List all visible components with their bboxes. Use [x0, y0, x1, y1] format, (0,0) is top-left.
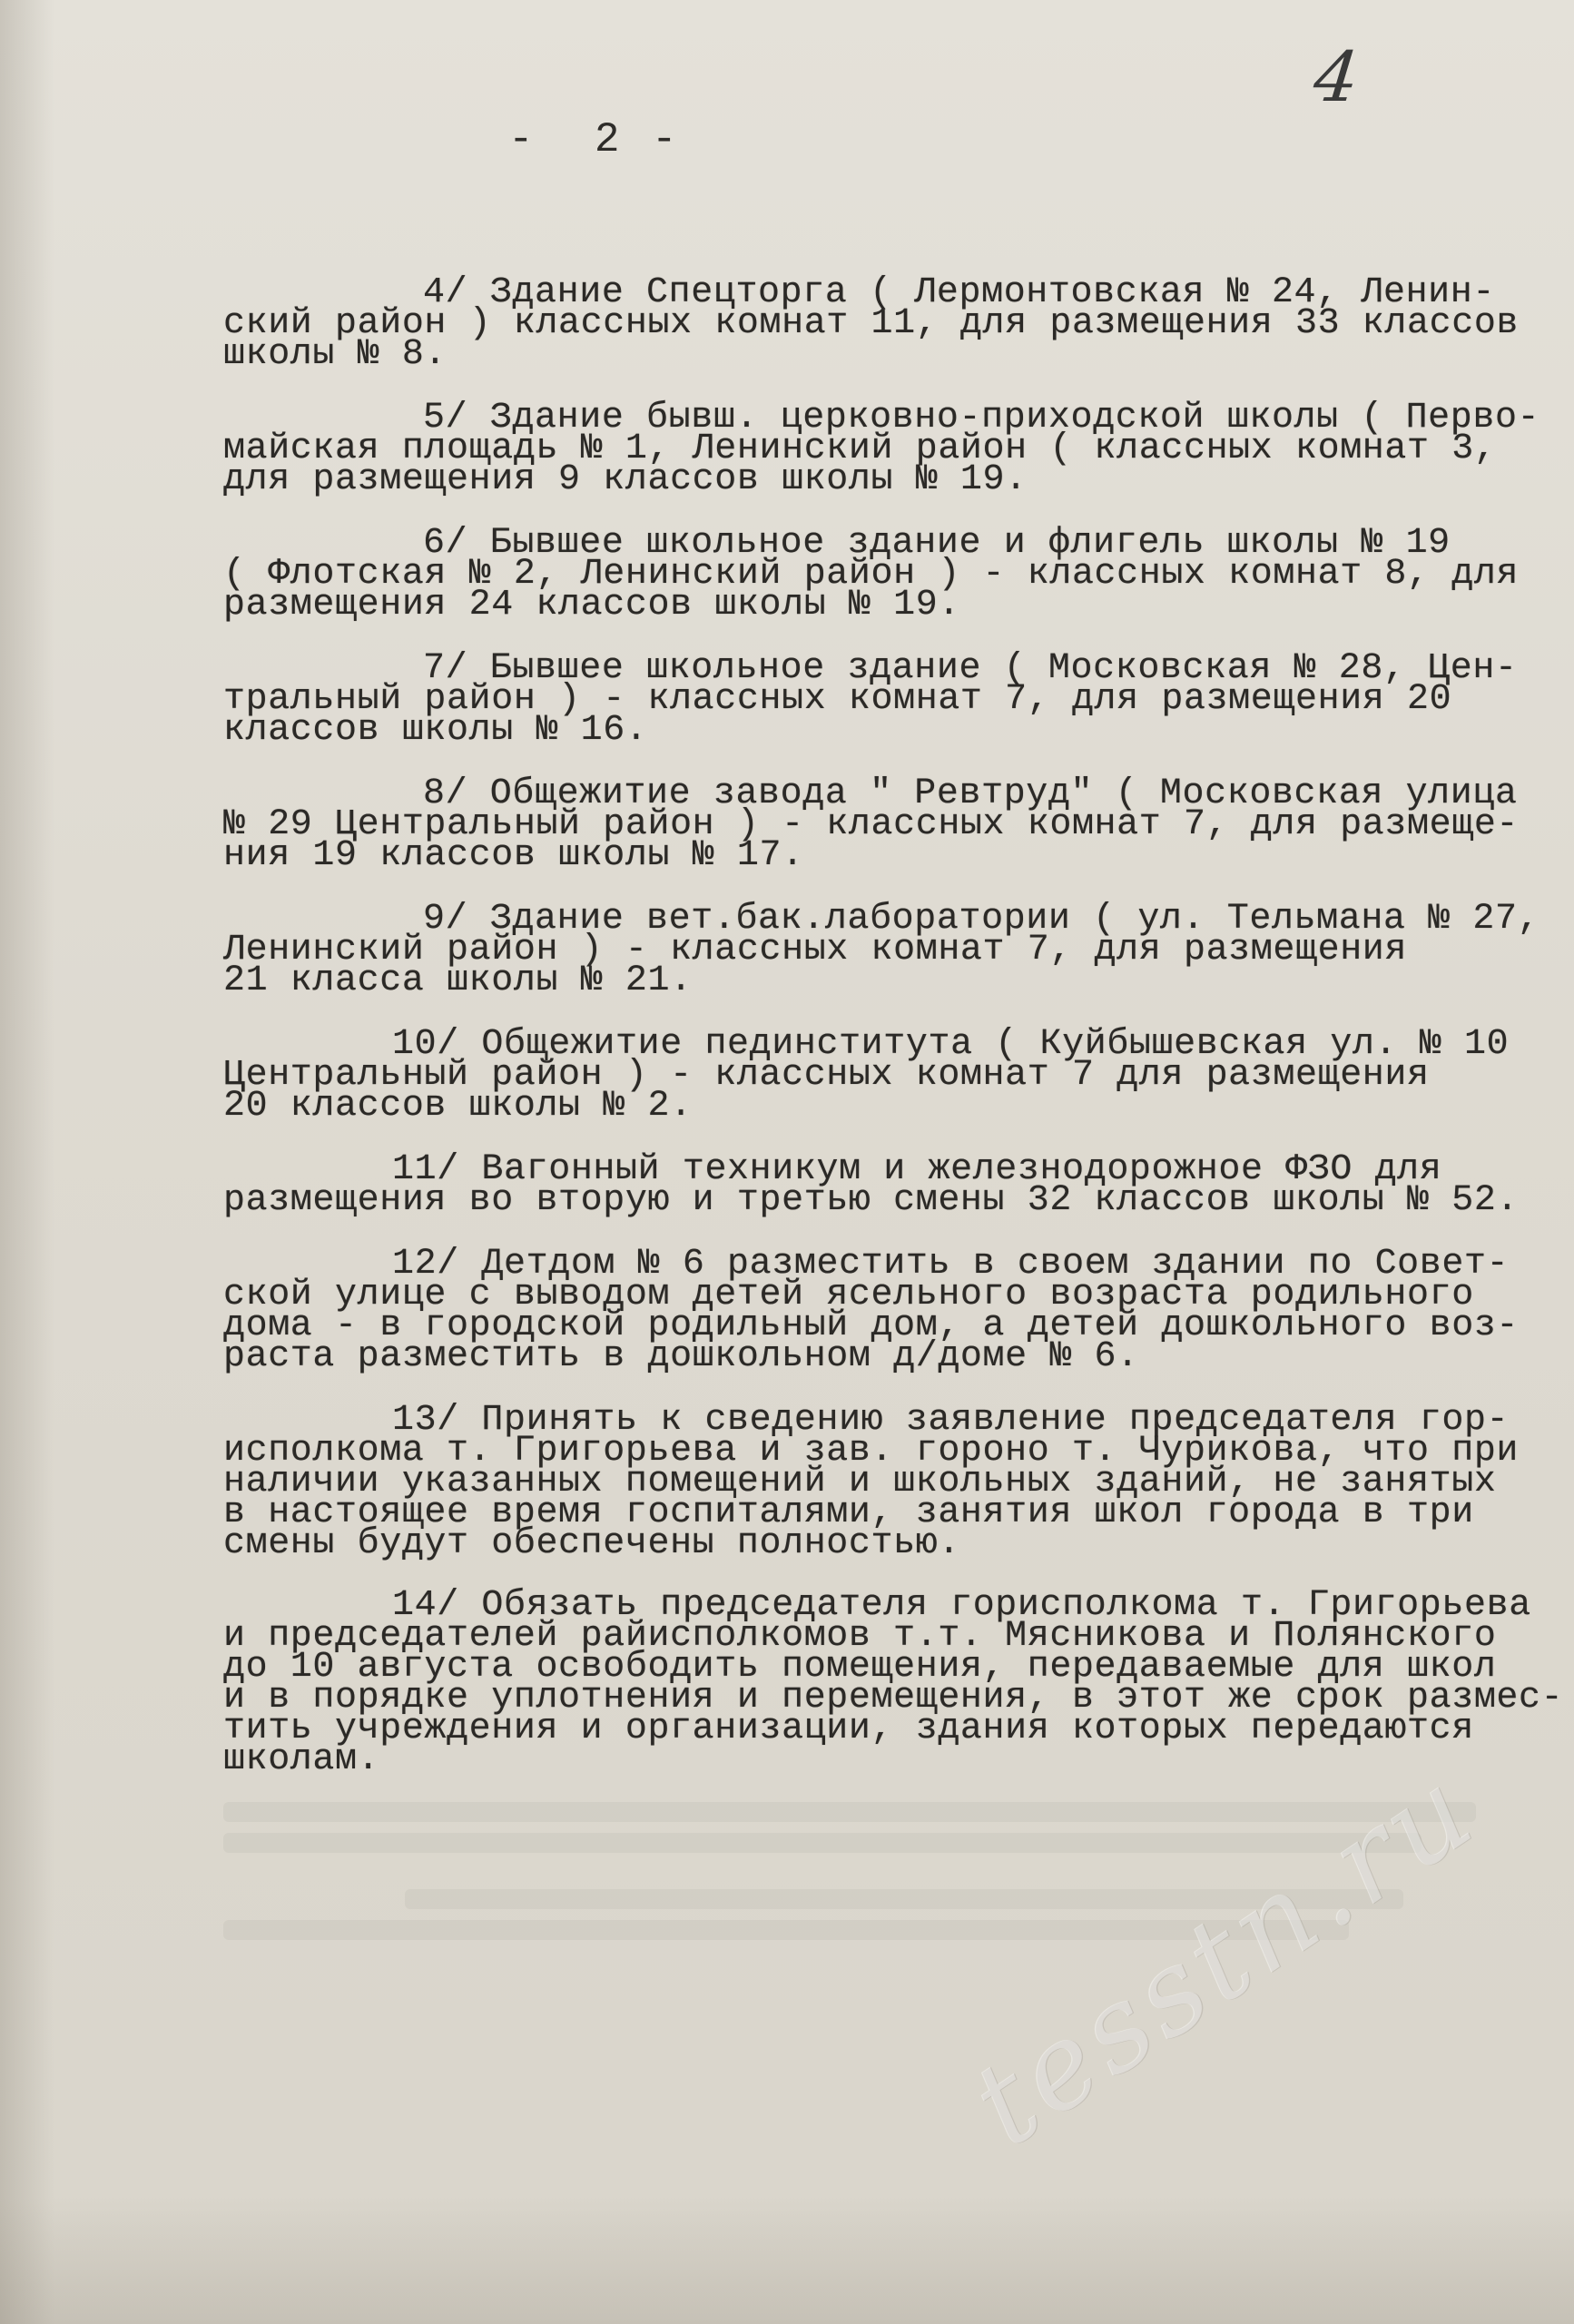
page-number: - 2 - — [508, 116, 681, 163]
paragraph-item-9 — [223, 899, 1549, 1001]
page-bottom-shadow — [0, 2197, 1574, 2324]
text-line: исполкома т. Григорьева и зав. гороно т. Чурикова, что при — [223, 1431, 1520, 1472]
paragraph-item-11 — [223, 1149, 1549, 1221]
text-line: классов школы № 16. — [223, 710, 648, 751]
text-line: тральный район ) - классных комнат 7, для размещения 20 — [223, 679, 1452, 720]
text-line: размещения 24 классов школы № 19. — [223, 585, 960, 625]
text-line: тить учреждения и организации, здания которых передаются — [223, 1709, 1474, 1749]
text-line: для размещения 9 классов школы № 19. — [223, 459, 1028, 500]
text-line: 5/ Здание бывш. церковно-приходской школы ( Перво- — [423, 398, 1540, 438]
text-line: ( Флотская № 2, Ленинский район ) - классных комнат 8, для — [223, 554, 1520, 595]
paragraph-item-10 — [223, 1024, 1549, 1127]
paragraph-item-6 — [223, 523, 1549, 625]
text-line: раста разместить в дошкольном д/доме № 6. — [223, 1336, 1139, 1377]
text-line: и председателей райисполкомов т.т. Мясникова и Полянского — [223, 1616, 1497, 1657]
text-line: 11/ Вагонный техникум и железнодорожное ФЗО для — [392, 1149, 1442, 1190]
site-watermark: tesstn.ru — [949, 1740, 1500, 2173]
paragraph-item-5 — [223, 398, 1549, 500]
text-line: 8/ Общежитие завода " Ревтруд" ( Московская улица — [423, 773, 1518, 814]
text-line: в настоящее время госпиталями, занятия школ города в три — [223, 1492, 1474, 1533]
text-line: ния 19 классов школы № 17. — [223, 835, 804, 876]
page-edge-shadow — [0, 0, 54, 2324]
paragraph-item-14 — [223, 1585, 1564, 1780]
text-line: 14/ Обязать председателя горисполкома т. Григорьева — [392, 1585, 1531, 1626]
text-line: Центральный район ) - классных комнат 7 для размещения — [223, 1055, 1430, 1096]
text-line: Ленинский район ) - классных комнат 7, для размещения — [223, 930, 1408, 970]
text-line: 10/ Общежитие пединститута ( Куйбышевская ул. № 10 — [392, 1024, 1510, 1065]
text-line: майская площадь № 1, Ленинский район ( классных комнат 3, — [223, 428, 1497, 469]
text-line: 4/ Здание Спецторга ( Лермонтовская № 24, Ленин- — [423, 272, 1495, 313]
text-line: 21 класса школы № 21. — [223, 960, 693, 1001]
paragraph-item-13 — [223, 1400, 1549, 1564]
text-line: размещения во вторую и третью смены 32 классов школы № 52. — [223, 1180, 1520, 1221]
text-line: № 29 Центральный район ) - классных комнат 7, для размеще- — [223, 804, 1520, 845]
archive-page-mark: 4 — [1310, 36, 1363, 117]
text-line: 12/ Детдом № 6 разместить в своем здании по Совет- — [392, 1244, 1510, 1285]
text-line: школам. — [223, 1739, 380, 1780]
text-line: дома - в городской родильный дом, а детей дошкольного воз- — [223, 1305, 1520, 1346]
text-line: школы № 8. — [223, 334, 448, 375]
text-line: до 10 августа освободить помещения, передаваемые для школ — [223, 1647, 1497, 1688]
text-line: 6/ Бывшее школьное здание и флигель школы № 19 — [423, 523, 1451, 564]
text-line: 7/ Бывшее школьное здание ( Московская № 28, Цен- — [423, 648, 1518, 689]
text-line: ской улице с выводом детей ясельного возраста родильного — [223, 1275, 1474, 1315]
faded-line — [223, 1833, 1422, 1853]
faded-line — [223, 1802, 1476, 1822]
text-line: 13/ Принять к сведению заявление председателя гор- — [392, 1400, 1510, 1441]
text-line: смены будут обеспечены полностью. — [223, 1523, 960, 1564]
paragraph-item-4 — [223, 272, 1549, 375]
text-line: 20 классов школы № 2. — [223, 1086, 693, 1127]
paragraph-item-7 — [223, 648, 1549, 751]
paragraph-item-12 — [223, 1244, 1549, 1377]
paragraph-item-8 — [223, 773, 1549, 876]
text-line: и в порядке уплотнения и перемещения, в этот же срок размес- — [223, 1678, 1564, 1718]
text-line: 9/ Здание вет.бак.лаборатории ( ул. Тельмана № 27, — [423, 899, 1540, 940]
text-line: ский район ) классных комнат 11, для размещения 33 классов — [223, 303, 1520, 344]
text-line: наличии указанных помещений и школьных зданий, не занятых — [223, 1462, 1497, 1502]
